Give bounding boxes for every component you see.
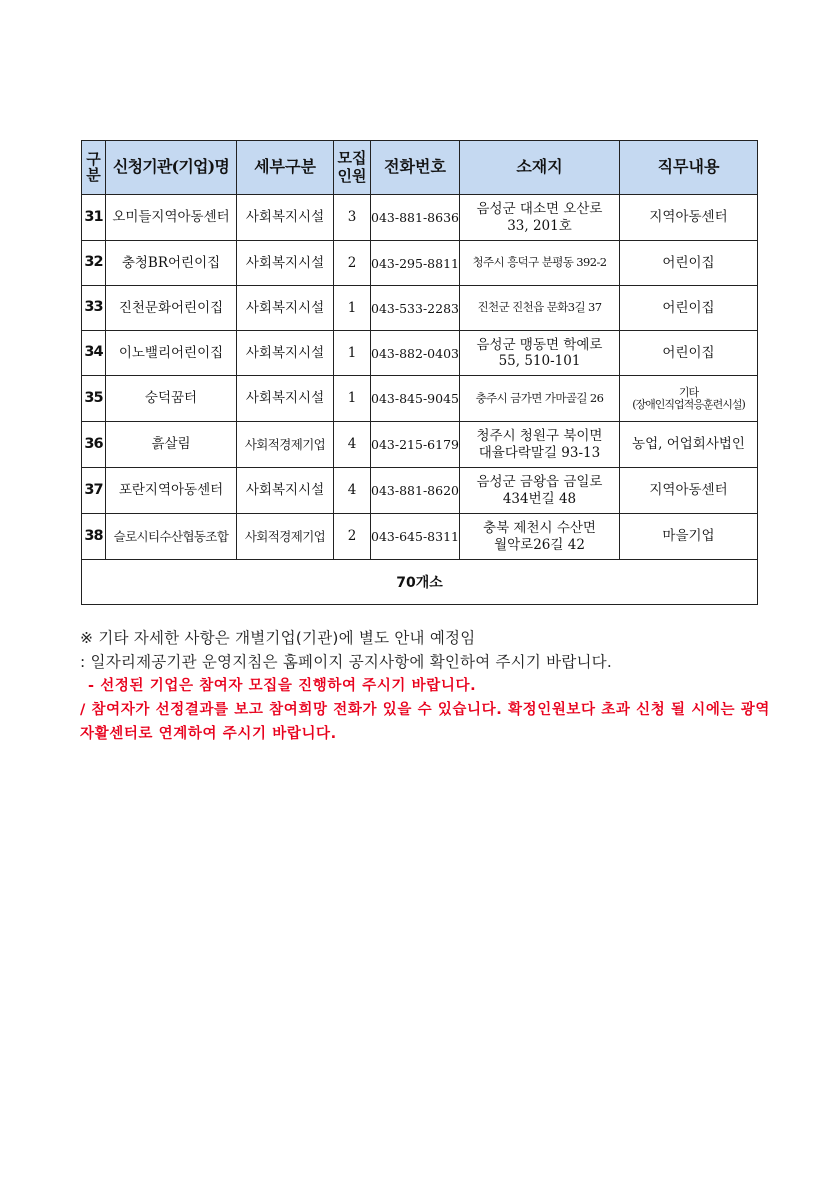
phone-number: 043-882-0403	[371, 331, 460, 376]
category: 사회적경제기업	[237, 422, 334, 468]
phone-number: 043-881-8620	[371, 468, 460, 514]
location: 음성군 맹동면 학예로 55, 510-101	[460, 331, 620, 376]
org-name: 오미들지역아동센터	[106, 195, 237, 241]
recruit-count: 1	[334, 286, 371, 331]
category: 사회복지시설	[237, 286, 334, 331]
location: 충주시 금가면 가마골길 26	[460, 376, 620, 422]
header-location: 소재지	[460, 141, 620, 195]
recruit-count: 1	[334, 331, 371, 376]
category: 사회복지시설	[237, 468, 334, 514]
category: 사회복지시설	[237, 195, 334, 241]
location: 음성군 대소면 오산로 33, 201호	[460, 195, 620, 241]
table-row	[82, 195, 758, 241]
org-name: 이노밸리어린이집	[106, 331, 237, 376]
row-no: 31	[82, 195, 106, 241]
duty: 어린이집	[620, 286, 758, 331]
org-name: 충청BR어린이집	[106, 241, 237, 286]
note-line-2: : 일자리제공기관 운영지침은 홈페이지 공지사항에 확인하여 주시기 바랍니다.	[80, 653, 612, 671]
header-phone: 전화번호	[371, 141, 460, 195]
category: 사회복지시설	[237, 241, 334, 286]
duty: 농업, 어업회사법인	[620, 422, 758, 468]
note-red-1: - 선정된 기업은 참여자 모집을 진행하여 주시기 바랍니다.	[88, 678, 477, 694]
row-no: 34	[82, 331, 106, 376]
recruit-count: 2	[334, 514, 371, 560]
table-row	[82, 331, 758, 376]
header-count: 모집 인원	[334, 141, 371, 195]
location: 청주시 청원구 북이면 대율다락말길 93-13	[460, 422, 620, 468]
recruit-count: 2	[334, 241, 371, 286]
row-no: 35	[82, 376, 106, 422]
duty: 어린이집	[620, 331, 758, 376]
table-header-row	[82, 141, 758, 195]
category: 사회적경제기업	[237, 514, 334, 560]
location: 충북 제천시 수산면 월악로26길 42	[460, 514, 620, 560]
recruit-count: 4	[334, 468, 371, 514]
notes	[80, 626, 770, 746]
category: 사회복지시설	[237, 331, 334, 376]
org-name: 포란지역아동센터	[106, 468, 237, 514]
location: 청주시 흥덕구 분평동 392-2	[460, 241, 620, 286]
note-red-2: / 참여자가 선정결과를 보고 참여희망 전화가 있을 수 있습니다. 확정인원보다 초과 신청 될 시에는 광역자활센터로 연계하여 주시기 바랍니다.	[80, 702, 770, 742]
row-no: 36	[82, 422, 106, 468]
header-duty: 직무내용	[620, 141, 758, 195]
duty: 어린이집	[620, 241, 758, 286]
phone-number: 043-215-6179	[371, 422, 460, 468]
header-org: 신청기관(기업)명	[106, 141, 237, 195]
table-row	[82, 422, 758, 468]
agency-table	[81, 140, 758, 605]
phone-number: 043-881-8636	[371, 195, 460, 241]
table-row	[82, 286, 758, 331]
phone-number: 043-295-8811	[371, 241, 460, 286]
row-no: 33	[82, 286, 106, 331]
table-row	[82, 514, 758, 560]
org-name: 진천문화어린이집	[106, 286, 237, 331]
phone-number: 043-645-8311	[371, 514, 460, 560]
row-no: 37	[82, 468, 106, 514]
recruit-count: 3	[334, 195, 371, 241]
recruit-count: 4	[334, 422, 371, 468]
duty: 지역아동센터	[620, 468, 758, 514]
location: 음성군 금왕읍 금일로 434번길 48	[460, 468, 620, 514]
table-row	[82, 376, 758, 422]
table-row	[82, 468, 758, 514]
phone-number: 043-845-9045	[371, 376, 460, 422]
header-category: 세부구분	[237, 141, 334, 195]
duty: 지역아동센터	[620, 195, 758, 241]
location: 진천군 진천읍 문화3길 37	[460, 286, 620, 331]
phone-number: 043-533-2283	[371, 286, 460, 331]
total-row	[82, 560, 758, 605]
recruit-count: 1	[334, 376, 371, 422]
org-name: 흙살림	[106, 422, 237, 468]
row-no: 32	[82, 241, 106, 286]
category: 사회복지시설	[237, 376, 334, 422]
total-cell: 70개소	[82, 560, 758, 605]
table-row	[82, 241, 758, 286]
row-no: 38	[82, 514, 106, 560]
duty: 마을기업	[620, 514, 758, 560]
duty: 기타 (장애인직업적응훈련시설)	[620, 376, 758, 422]
header-no: 구 분	[82, 141, 106, 195]
note-line-1: ※ 기타 자세한 사항은 개별기업(기관)에 별도 안내 예정임	[80, 629, 476, 647]
org-name: 숭덕꿈터	[106, 376, 237, 422]
org-name: 슬로시티수산협동조합	[106, 514, 237, 560]
